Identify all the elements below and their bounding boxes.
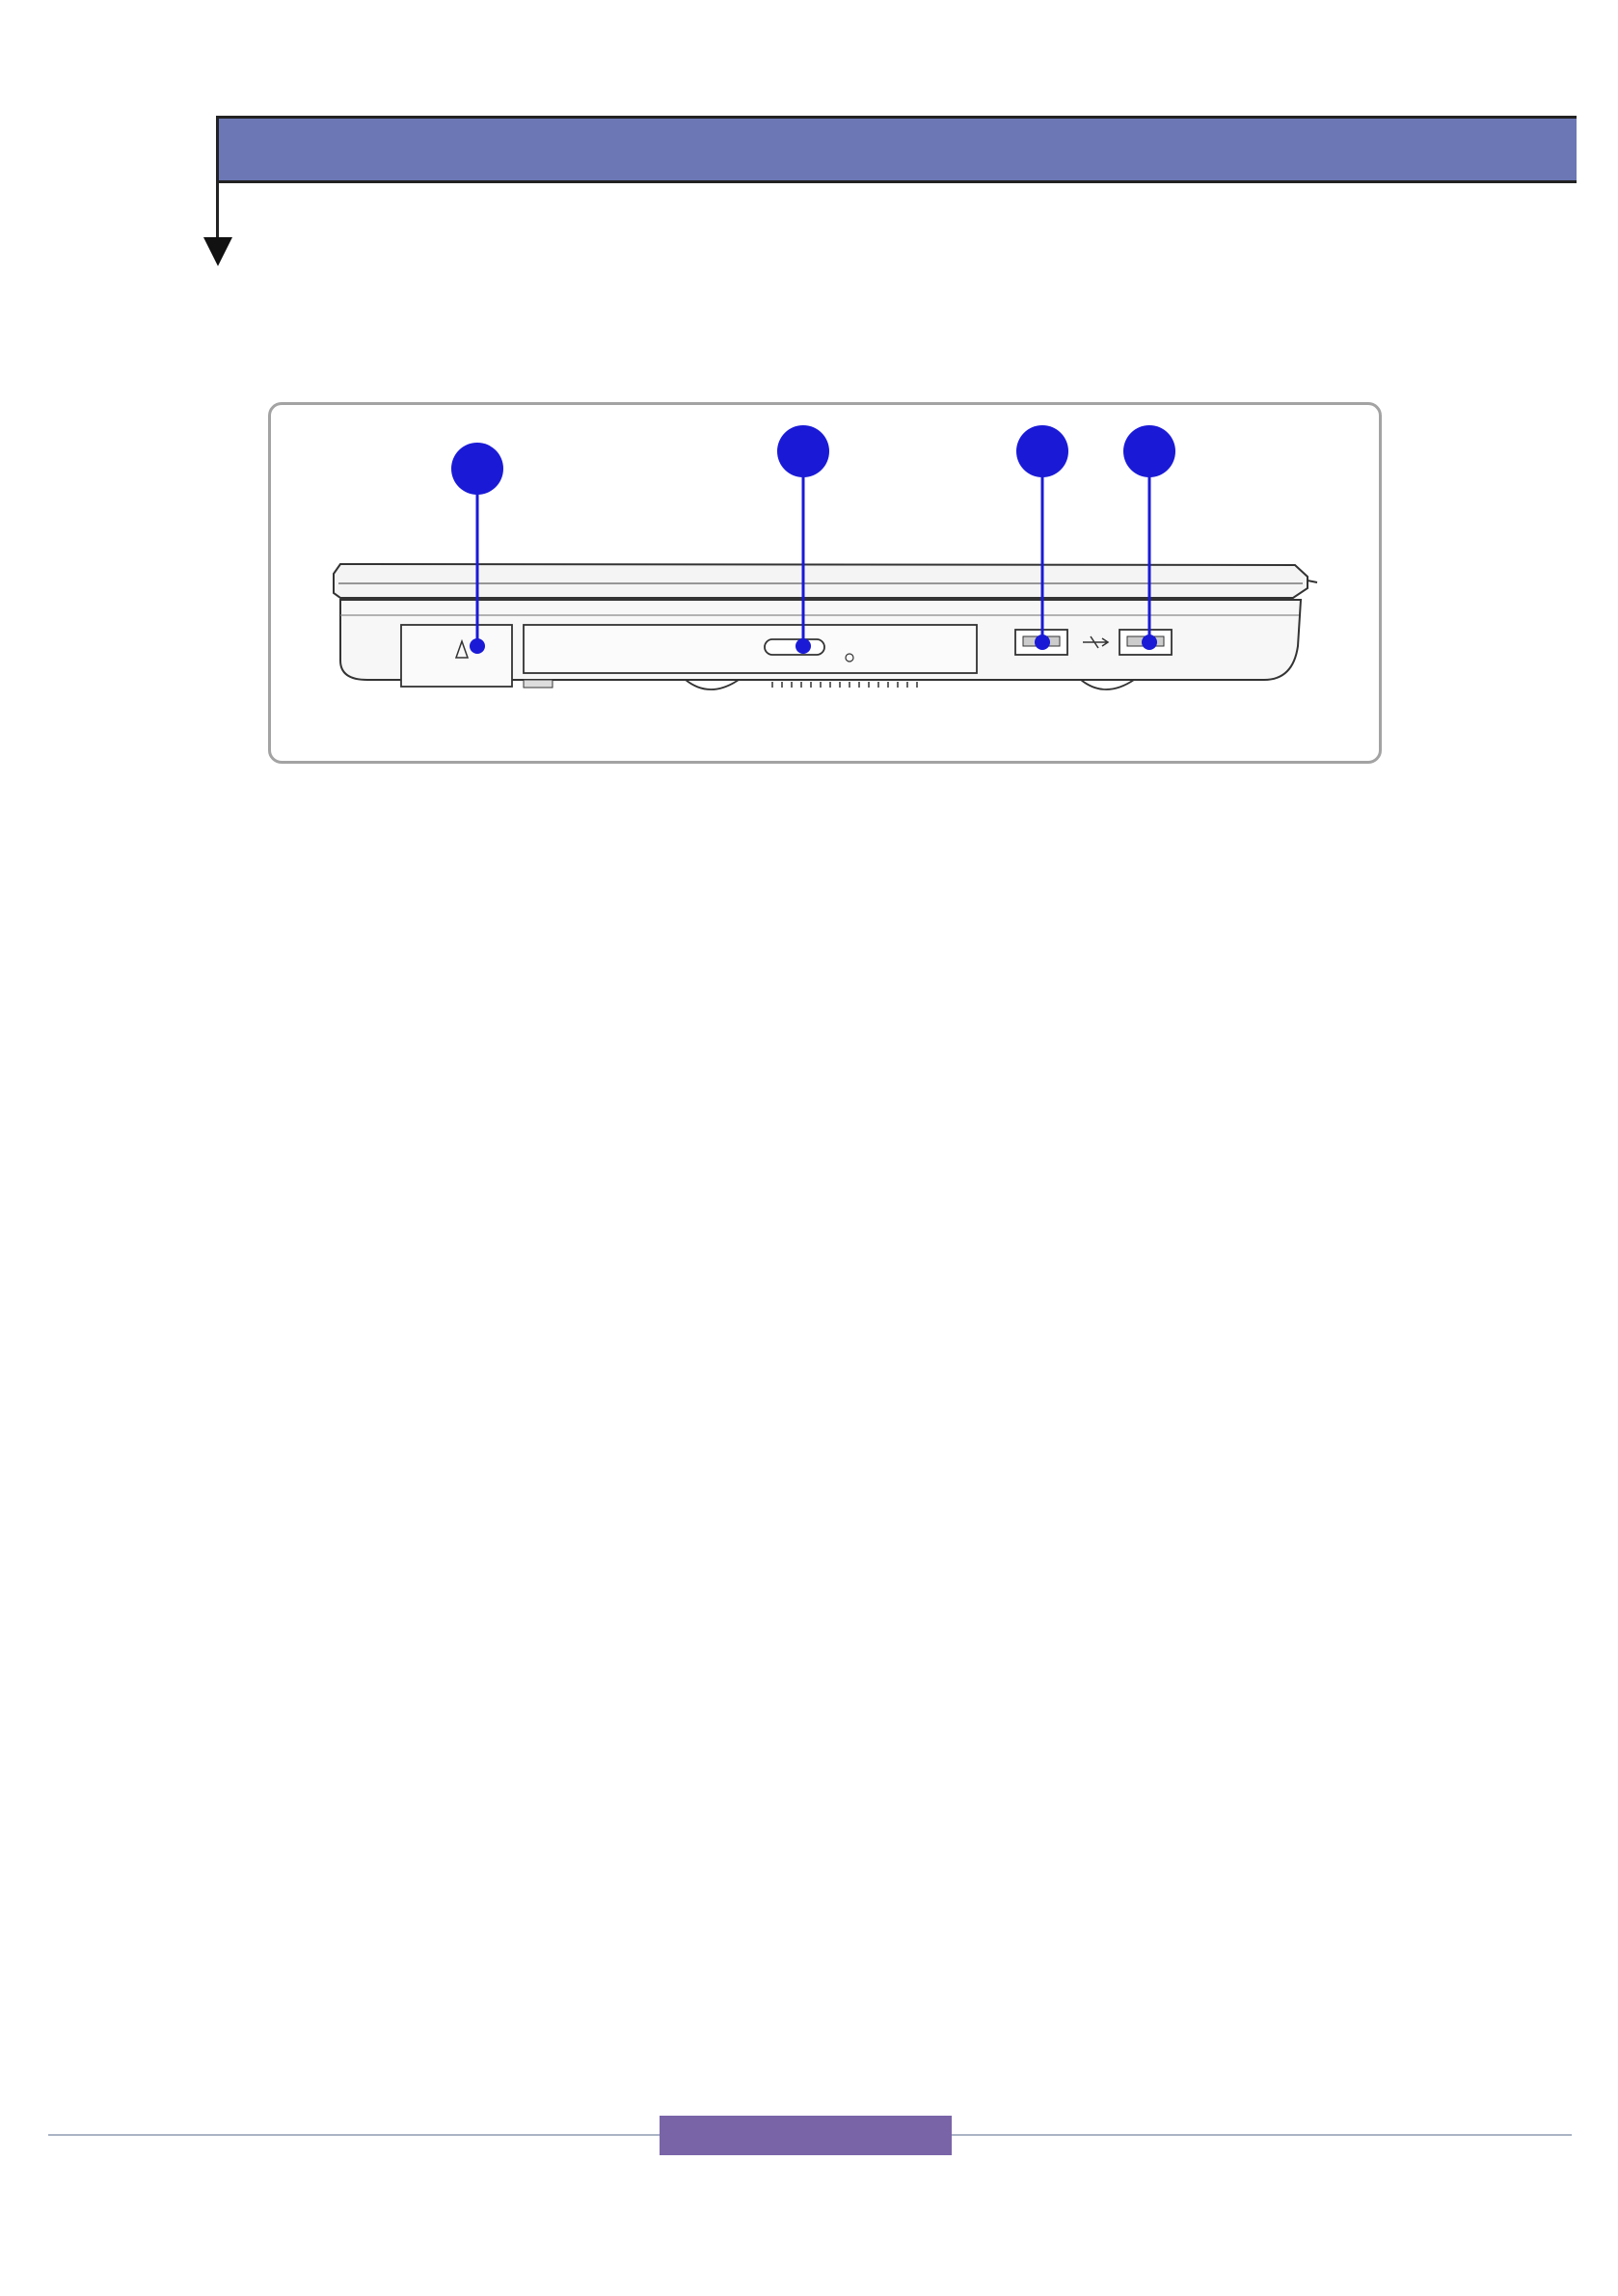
page-number-box: [660, 2116, 952, 2155]
callout-1-usb-a: [1016, 425, 1068, 477]
baidu-watermark: [1152, 2064, 1577, 2247]
down-arrow-icon: [203, 237, 232, 266]
callout-2-optical: [777, 425, 829, 477]
header-corner-line: [216, 116, 219, 246]
section-header-band: [217, 116, 1577, 183]
laptop-left-side-illustration: [271, 405, 1385, 767]
left-side-view-figure: [268, 402, 1382, 764]
callout-1-lock: [451, 443, 503, 495]
callout-1-usb-b: [1123, 425, 1175, 477]
